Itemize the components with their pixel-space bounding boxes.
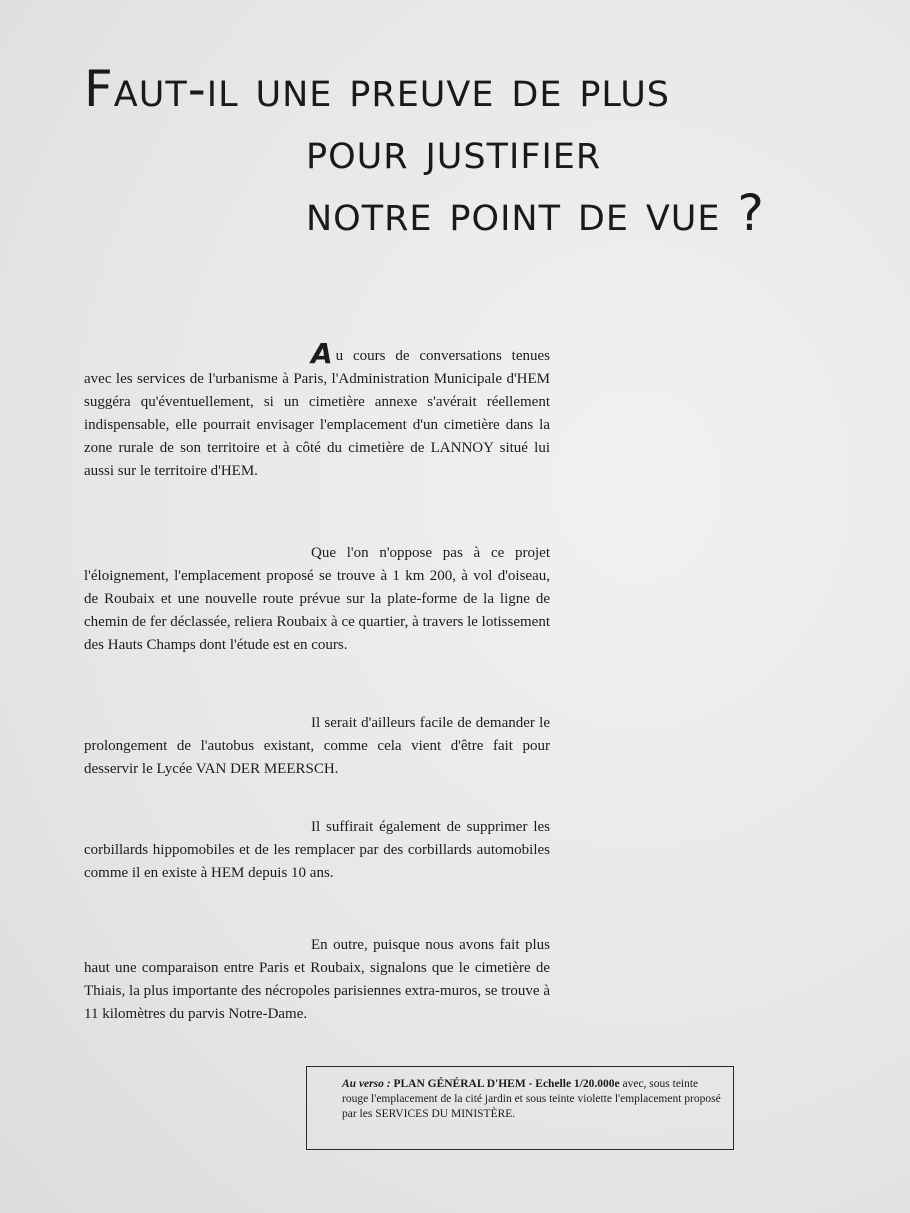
- paragraph-5: [84, 934, 550, 1026]
- note-title: PLAN GÉNÉRAL D'HEM: [393, 1078, 526, 1090]
- paragraph-1: [84, 337, 550, 483]
- note-label: Au verso :: [342, 1078, 391, 1090]
- headline-line-3: notre point de vue ?: [306, 184, 765, 242]
- paragraph-3: [84, 712, 550, 781]
- paragraph-2: [84, 542, 550, 657]
- headline-line-2: pour justifier: [306, 122, 602, 180]
- note-body: avec, sous teinte rouge l'emplacement de la cité jardin et sous teinte violette l'emplacement proposé par les SERVICES DU MINISTÈRE.: [342, 1078, 721, 1120]
- paragraph-3-text: Il serait d'ailleurs facile de demander le prolongement de l'autobus existant, comme cela vient d'être fait pour desservir le Lycée VAN DER MEERSCH.: [84, 715, 550, 777]
- paragraph-2-text: Que l'on n'oppose pas à ce projet l'éloignement, l'emplacement proposé se trouve à 1 km 200, à vol d'oiseau, de Roubaix et une nouvelle route prévue sur la plate-forme de la ligne de chemin de fer déclassée, reliera Roubaix à ce quartier, à travers le lotissement des Hauts Champs dont l'étude est en cours.: [84, 545, 550, 653]
- note-scale: - Echelle 1/20.000e: [528, 1078, 620, 1090]
- paragraph-1-text: u cours de conversations tenues avec les services de l'urbanisme à Paris, l'Administration Municipale d'HEM suggéra qu'éventuellement, si un cimetière annexe s'avérait réellement indispensable, elle pourrait envisager l'emplacement d'un cimetière dans la zone rurale de son territoire et à côté du cimetière de LANNOY situé lui aussi sur le territoire d'HEM.: [84, 348, 550, 479]
- paragraph-4-text: Il suffirait également de supprimer les corbillards hippomobiles et de les remplacer par des corbillards automobiles comme il en existe à HEM depuis 10 ans.: [84, 819, 550, 881]
- headline-line-1: Faut-il une preuve de plus: [84, 60, 671, 118]
- paragraph-5-text: En outre, puisque nous avons fait plus haut une comparaison entre Paris et Roubaix, signalons que le cimetière de Thiais, la plus importante des nécropoles parisiennes extra-muros, se trouve à 11 kilomètres du parvis Notre-Dame.: [84, 937, 550, 1022]
- paragraph-4: [84, 816, 550, 885]
- verso-note-box: [306, 1066, 734, 1150]
- drop-cap: A: [311, 337, 333, 370]
